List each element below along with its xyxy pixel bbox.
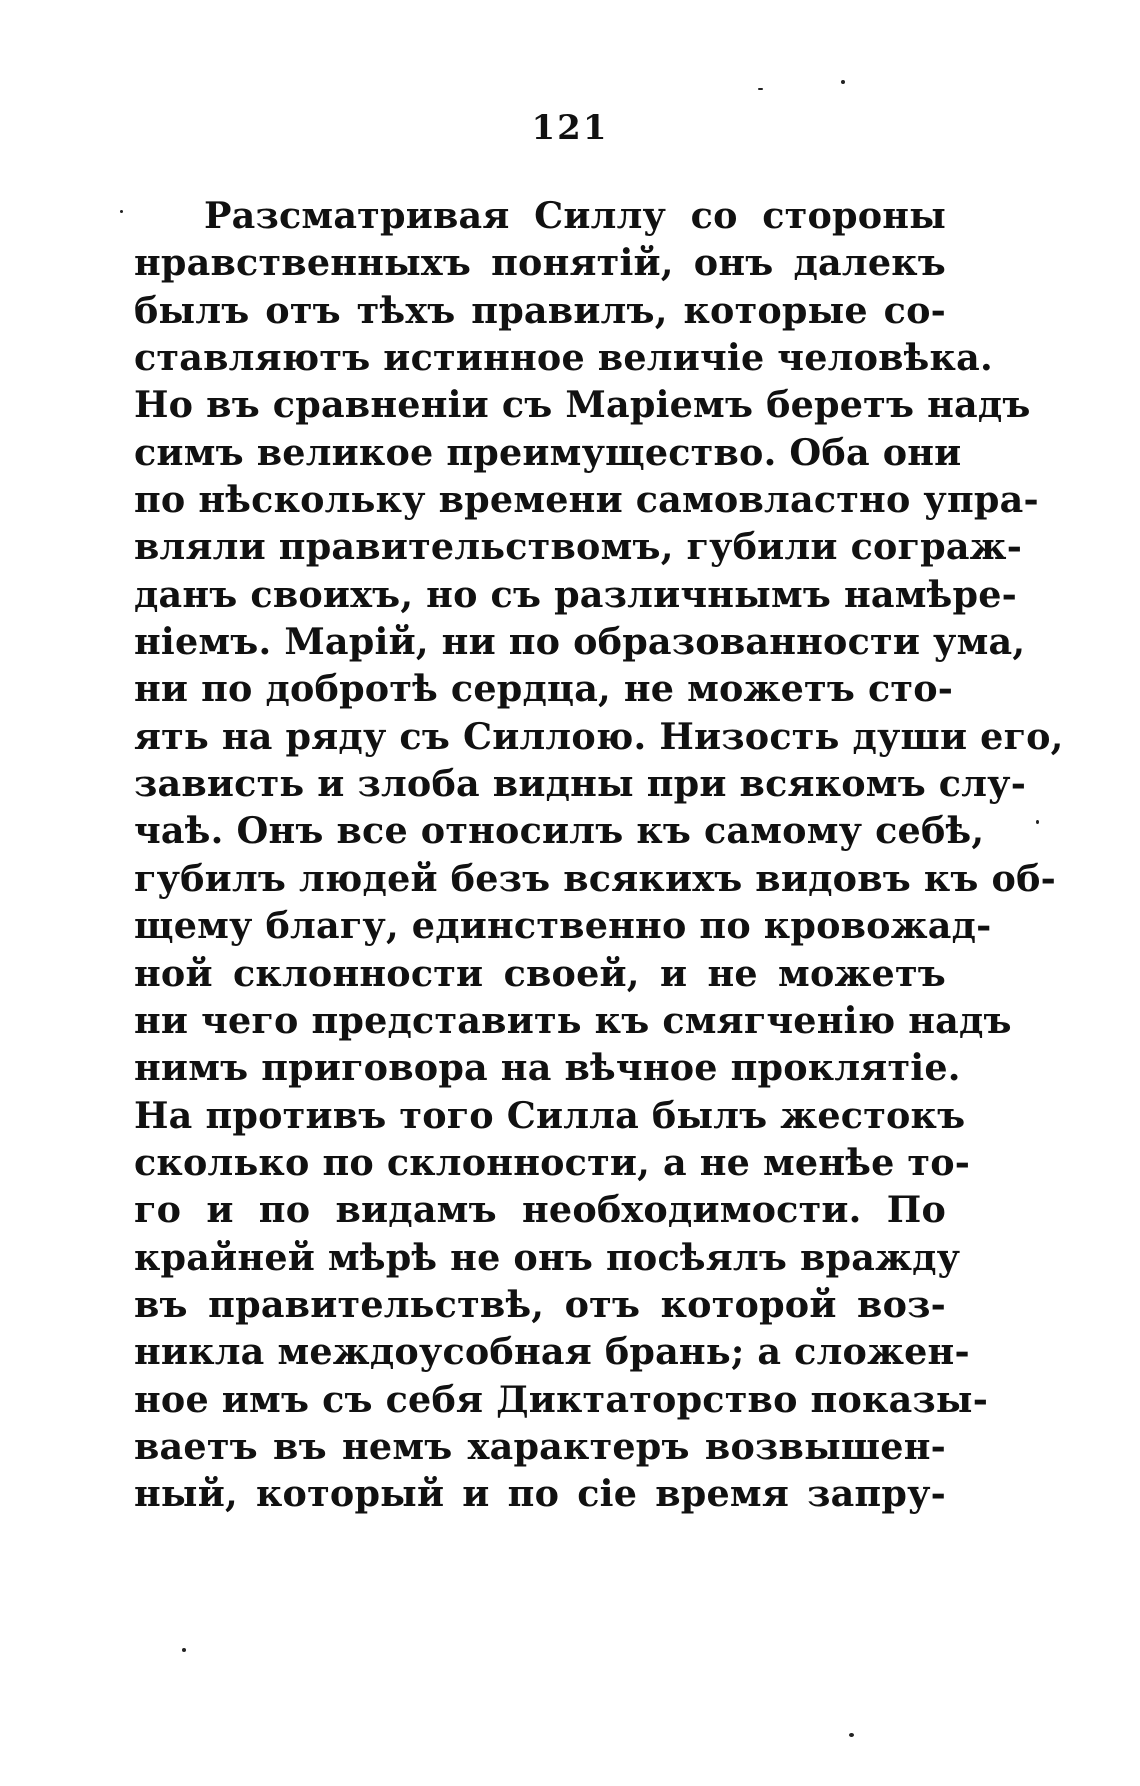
text-line: щему благу, единственно по кровожад-: [134, 904, 992, 948]
text-line: На противъ того Силла былъ жестокъ: [134, 1093, 966, 1137]
text-line: крайней мѣрѣ не онъ посѣялъ вражду: [134, 1235, 961, 1279]
body-text: [134, 192, 1064, 1518]
text-line: ный, который и по сіе время запру-: [134, 1472, 946, 1516]
text-line: ни чего представить къ смягченію надъ: [134, 998, 1012, 1042]
text-line: вляли правительствомъ, губили сограж-: [134, 525, 1023, 569]
text-line: ніемъ. Марій, ни по образованности ума,: [134, 620, 1026, 664]
text-line: нравственныхъ понятій, онъ далекъ: [134, 241, 946, 285]
text-line: ной склонности своей, и не можетъ: [134, 951, 946, 995]
text-line: въ правительствѣ, отъ которой воз-: [134, 1282, 946, 1326]
scan-speck: [120, 210, 123, 213]
page-number: 121: [531, 108, 609, 148]
text-line: симъ великое преимущество. Оба они: [134, 430, 962, 474]
scan-speck: [182, 1648, 186, 1652]
text-line: ное имъ съ себя Диктаторство показы-: [134, 1377, 989, 1421]
text-line: го и по видамъ необходимости. По: [134, 1188, 946, 1232]
text-line: Но въ сравненіи съ Маріемъ беретъ надъ: [134, 383, 1031, 427]
scan-speck: [1036, 820, 1039, 824]
text-line: чаѣ. Онъ все относилъ къ самому себѣ,: [134, 809, 985, 853]
text-line: ни по добротѣ сердца, не можетъ сто-: [134, 667, 954, 711]
text-line: губилъ людей безъ всякихъ видовъ къ об-: [134, 856, 1056, 900]
text-line: ять на ряду съ Силлою. Низость души его,: [134, 714, 1064, 758]
text-line: ваетъ въ немъ характеръ возвышен-: [134, 1424, 946, 1468]
text-line: ставляютъ истинное величіе человѣка.: [134, 336, 993, 380]
text-line: по нѣскольку времени самовластно упра-: [134, 478, 1039, 522]
text-line: нимъ приговора на вѣчное проклятіе.: [134, 1046, 961, 1090]
text-line: данъ своихъ, но съ различнымъ намѣре-: [134, 572, 1018, 616]
text-line: Разсматривая Силлу со стороны: [204, 194, 946, 237]
text-line: никла междоусобная брань; а сложен-: [134, 1330, 970, 1374]
scan-speck: [849, 1733, 854, 1737]
text-line: зависть и злоба видны при всякомъ слу-: [134, 762, 1027, 806]
text-line: былъ отъ тѣхъ правилъ, которые со-: [134, 288, 946, 332]
scan-speck: [841, 80, 845, 84]
scan-speck: [758, 88, 763, 90]
text-line: сколько по склонности, а не менѣе то-: [134, 1140, 971, 1184]
